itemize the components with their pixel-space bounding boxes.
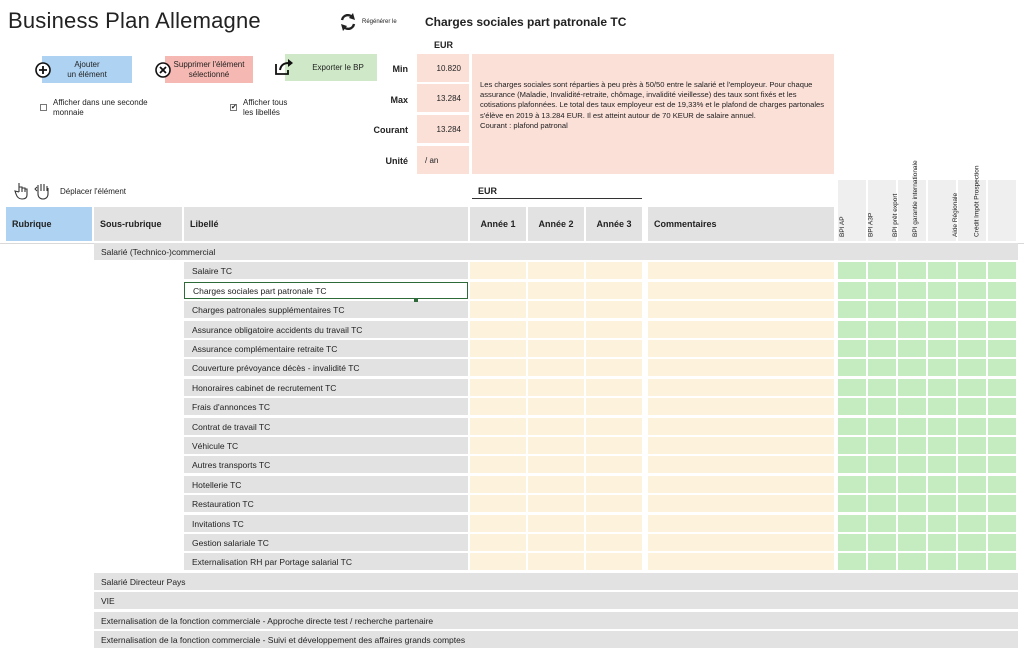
year3-cell[interactable] bbox=[586, 437, 642, 454]
funding-flag-cell[interactable] bbox=[898, 495, 926, 512]
funding-flag-cell[interactable] bbox=[868, 495, 896, 512]
table-row-label[interactable]: Charges patronales supplémentaires TC bbox=[184, 301, 468, 318]
col-header-commentaires[interactable]: Commentaires bbox=[648, 207, 834, 241]
comment-cell[interactable] bbox=[648, 456, 834, 473]
funding-flag-cell[interactable] bbox=[958, 418, 986, 435]
comment-cell[interactable] bbox=[648, 282, 834, 299]
comment-cell[interactable] bbox=[648, 495, 834, 512]
table-row-label[interactable]: Hotellerie TC bbox=[184, 476, 468, 493]
show-all-labels-label: Afficher tous les libellés bbox=[243, 98, 288, 117]
year2-cell[interactable] bbox=[528, 515, 584, 532]
year2-cell[interactable] bbox=[528, 553, 584, 570]
funding-flag-cell[interactable] bbox=[838, 301, 866, 318]
funding-flag-cell[interactable] bbox=[988, 301, 1016, 318]
comment-cell[interactable] bbox=[648, 262, 834, 279]
funding-flag-cell[interactable] bbox=[988, 359, 1016, 376]
close-circle-icon[interactable] bbox=[155, 62, 171, 78]
funding-flag-cell[interactable] bbox=[838, 515, 866, 532]
funding-flag-cell[interactable] bbox=[988, 476, 1016, 493]
funding-flag-cell[interactable] bbox=[868, 456, 896, 473]
funding-flag-cell[interactable] bbox=[898, 437, 926, 454]
funding-flag-cell[interactable] bbox=[838, 495, 866, 512]
comment-cell[interactable] bbox=[648, 515, 834, 532]
funding-flag-cell[interactable] bbox=[838, 534, 866, 551]
col-header-libelle[interactable]: Libellé bbox=[184, 207, 468, 241]
year2-cell[interactable] bbox=[528, 321, 584, 338]
year1-cell[interactable] bbox=[470, 515, 526, 532]
current-value: 13.284 bbox=[417, 115, 469, 143]
table-currency: EUR bbox=[472, 186, 642, 199]
table-row-label[interactable]: Véhicule TC bbox=[184, 437, 468, 454]
year2-cell[interactable] bbox=[528, 379, 584, 396]
year2-cell[interactable] bbox=[528, 476, 584, 493]
funding-flag-cell[interactable] bbox=[868, 418, 896, 435]
table-row-label[interactable]: Gestion salariale TC bbox=[184, 534, 468, 551]
funding-flag-cell[interactable] bbox=[958, 282, 986, 299]
funding-flag-cell[interactable] bbox=[928, 359, 956, 376]
year3-cell[interactable] bbox=[586, 398, 642, 415]
year1-cell[interactable] bbox=[470, 282, 526, 299]
vertical-header-label: BPI A3P bbox=[867, 212, 875, 237]
funding-flag-cell[interactable] bbox=[988, 282, 1016, 299]
funding-flag-cell[interactable] bbox=[898, 340, 926, 357]
regenerate-button[interactable] bbox=[338, 12, 397, 32]
col-header-aide-regionale[interactable] bbox=[951, 180, 986, 241]
delete-element-label: Supprimer l'élément sélectionné bbox=[173, 59, 245, 79]
year1-cell[interactable] bbox=[470, 437, 526, 454]
table-row-label[interactable]: Contrat de travail TC bbox=[184, 418, 468, 435]
comment-cell[interactable] bbox=[648, 379, 834, 396]
delete-element-button[interactable] bbox=[165, 56, 253, 83]
vertical-header-label: BPI garantie internationale bbox=[912, 160, 920, 237]
year2-cell[interactable] bbox=[528, 437, 584, 454]
funding-flag-cell[interactable] bbox=[868, 282, 896, 299]
table-row-label[interactable]: Autres transports TC bbox=[184, 456, 468, 473]
funding-flag-cell[interactable] bbox=[958, 379, 986, 396]
comment-cell[interactable] bbox=[648, 398, 834, 415]
funding-flag-cell[interactable] bbox=[958, 359, 986, 376]
funding-flag-cell[interactable] bbox=[898, 553, 926, 570]
funding-flag-cell[interactable] bbox=[898, 515, 926, 532]
year2-cell[interactable] bbox=[528, 359, 584, 376]
funding-flag-cell[interactable] bbox=[928, 418, 956, 435]
funding-flag-cell[interactable] bbox=[958, 340, 986, 357]
second-currency-checkbox[interactable] bbox=[40, 98, 148, 118]
funding-flag-cell[interactable] bbox=[958, 553, 986, 570]
funding-flag-cell[interactable] bbox=[838, 262, 866, 279]
checkbox-box[interactable] bbox=[40, 104, 47, 111]
group-row[interactable]: Salarié (Technico-)commercial bbox=[94, 243, 1018, 260]
table-row-label-selected[interactable]: Charges sociales part patronale TC bbox=[184, 282, 468, 299]
year3-cell[interactable] bbox=[586, 282, 642, 299]
year3-cell[interactable] bbox=[586, 515, 642, 532]
add-element-button[interactable] bbox=[42, 56, 132, 83]
funding-flag-cell[interactable] bbox=[988, 456, 1016, 473]
funding-flag-cell[interactable] bbox=[928, 456, 956, 473]
vertical-header-label: Aide Régionale bbox=[951, 192, 959, 237]
col-header-credit-impot[interactable] bbox=[973, 165, 1016, 241]
field-currency: EUR bbox=[434, 40, 454, 50]
table-row-label[interactable]: Assurance obligatoire accidents du travail TC bbox=[184, 321, 468, 338]
funding-flag-cell[interactable] bbox=[838, 553, 866, 570]
funding-flag-cell[interactable] bbox=[988, 262, 1016, 279]
hand-move-icon[interactable] bbox=[34, 182, 50, 200]
year2-cell[interactable] bbox=[528, 301, 584, 318]
group-row[interactable]: VIE bbox=[94, 592, 1018, 609]
col-header-annee2[interactable]: Année 2 bbox=[528, 207, 584, 241]
funding-flag-cell[interactable] bbox=[838, 398, 866, 415]
year3-cell[interactable] bbox=[586, 553, 642, 570]
funding-flag-cell[interactable] bbox=[898, 301, 926, 318]
regenerate-label: Régénérer le bbox=[362, 19, 397, 25]
funding-flag-cell[interactable] bbox=[988, 321, 1016, 338]
group-row[interactable]: Externalisation de la fonction commerciale - Approche directe test / recherche partenaire bbox=[94, 612, 1018, 629]
year2-cell[interactable] bbox=[528, 534, 584, 551]
vertical-header-label: Crédit Impôt Prospection bbox=[973, 165, 981, 237]
funding-flag-cell[interactable] bbox=[868, 515, 896, 532]
funding-flag-cell[interactable] bbox=[928, 534, 956, 551]
funding-flag-cell[interactable] bbox=[868, 476, 896, 493]
funding-flag-cell[interactable] bbox=[898, 262, 926, 279]
funding-flag-cell[interactable] bbox=[838, 379, 866, 396]
year2-cell[interactable] bbox=[528, 495, 584, 512]
current-label: Courant bbox=[373, 125, 408, 135]
comment-cell[interactable] bbox=[648, 301, 834, 318]
funding-flag-cell[interactable] bbox=[868, 262, 896, 279]
unit-value: / an bbox=[417, 146, 469, 174]
funding-flag-cell[interactable] bbox=[868, 437, 896, 454]
year3-cell[interactable] bbox=[586, 301, 642, 318]
year3-cell[interactable] bbox=[586, 418, 642, 435]
export-icon[interactable] bbox=[274, 58, 294, 76]
funding-flag-cell[interactable] bbox=[988, 534, 1016, 551]
vertical-header-label: BPI AP bbox=[838, 216, 846, 237]
funding-flag-cell[interactable] bbox=[868, 321, 896, 338]
funding-flag-cell[interactable] bbox=[898, 398, 926, 415]
group-row[interactable]: Salarié Directeur Pays bbox=[94, 573, 1018, 590]
funding-flag-cell[interactable] bbox=[838, 437, 866, 454]
year3-cell[interactable] bbox=[586, 321, 642, 338]
col-header-bpi-ap[interactable] bbox=[838, 180, 866, 241]
funding-flag-cell[interactable] bbox=[868, 534, 896, 551]
year3-cell[interactable] bbox=[586, 359, 642, 376]
funding-flag-cell[interactable] bbox=[958, 495, 986, 512]
field-description: Les charges sociales sont réparties à peu près à 50/50 entre le salarié et l'employeur. Pour chaque assurance (Maladie, Invalidité-retraite, chômage, invalidité vieillesse) des taux sont fixés et les cotisations plafonnées. Le total des taux employeur est de 19,33% et le plafond de charges partonales s'élève en 2019 à 13.284 EUR. Il est atteint autour de 70 KEUR de salaire annuel. Courant : plafond patronal bbox=[472, 54, 834, 174]
table-row-label[interactable]: Assurance complémentaire retraite TC bbox=[184, 340, 468, 357]
funding-flag-cell[interactable] bbox=[928, 476, 956, 493]
funding-flag-cell[interactable] bbox=[898, 379, 926, 396]
table-row-label[interactable]: Externalisation RH par Portage salarial TC bbox=[184, 553, 468, 570]
funding-flag-cell[interactable] bbox=[988, 553, 1016, 570]
funding-flag-cell[interactable] bbox=[898, 359, 926, 376]
funding-flag-cell[interactable] bbox=[928, 495, 956, 512]
year2-cell[interactable] bbox=[528, 340, 584, 357]
min-value: 10.820 bbox=[417, 54, 469, 82]
funding-flag-cell[interactable] bbox=[898, 321, 926, 338]
funding-flag-cell[interactable] bbox=[928, 340, 956, 357]
funding-flag-cell[interactable] bbox=[898, 282, 926, 299]
refresh-icon bbox=[338, 12, 358, 32]
year1-cell[interactable] bbox=[470, 495, 526, 512]
funding-flag-cell[interactable] bbox=[958, 321, 986, 338]
funding-flag-cell[interactable] bbox=[958, 262, 986, 279]
second-currency-label: Afficher dans une seconde monnaie bbox=[53, 98, 148, 117]
funding-flag-cell[interactable] bbox=[988, 495, 1016, 512]
funding-flag-cell[interactable] bbox=[868, 359, 896, 376]
funding-flag-cell[interactable] bbox=[958, 534, 986, 551]
funding-flag-cell[interactable] bbox=[898, 456, 926, 473]
comment-cell[interactable] bbox=[648, 476, 834, 493]
funding-flag-cell[interactable] bbox=[898, 534, 926, 551]
move-element-label: Déplacer l'élément bbox=[60, 186, 127, 196]
export-bp-label: Exporter le BP bbox=[312, 62, 364, 72]
funding-flag-cell[interactable] bbox=[898, 476, 926, 493]
year1-cell[interactable] bbox=[470, 359, 526, 376]
unit-label: Unité bbox=[385, 156, 408, 166]
add-element-label: Ajouter un élément bbox=[67, 59, 107, 79]
plus-circle-icon[interactable] bbox=[35, 62, 51, 78]
year3-cell[interactable] bbox=[586, 340, 642, 357]
col-header-rubrique[interactable]: Rubrique bbox=[6, 207, 92, 241]
funding-flag-cell[interactable] bbox=[988, 379, 1016, 396]
comment-cell[interactable] bbox=[648, 418, 834, 435]
funding-flag-cell[interactable] bbox=[928, 321, 956, 338]
funding-flag-cell[interactable] bbox=[988, 515, 1016, 532]
comment-cell[interactable] bbox=[648, 340, 834, 357]
funding-flag-cell[interactable] bbox=[988, 418, 1016, 435]
funding-flag-cell[interactable] bbox=[928, 437, 956, 454]
year1-cell[interactable] bbox=[470, 379, 526, 396]
show-all-labels-checkbox[interactable] bbox=[230, 98, 287, 118]
funding-flag-cell[interactable] bbox=[868, 340, 896, 357]
move-element-row bbox=[14, 182, 126, 200]
comment-cell[interactable] bbox=[648, 321, 834, 338]
year2-cell[interactable] bbox=[528, 262, 584, 279]
table-row-label[interactable]: Restauration TC bbox=[184, 495, 468, 512]
funding-flag-cell[interactable] bbox=[958, 437, 986, 454]
year1-cell[interactable] bbox=[470, 301, 526, 318]
comment-cell[interactable] bbox=[648, 534, 834, 551]
funding-flag-cell[interactable] bbox=[868, 301, 896, 318]
table-row-label[interactable]: Honoraires cabinet de recrutement TC bbox=[184, 379, 468, 396]
funding-flag-cell[interactable] bbox=[958, 398, 986, 415]
col-header-annee3[interactable]: Année 3 bbox=[586, 207, 642, 241]
year2-cell[interactable] bbox=[528, 418, 584, 435]
max-label: Max bbox=[390, 95, 408, 105]
table-row-label[interactable]: Frais d'annonces TC bbox=[184, 398, 468, 415]
funding-flag-cell[interactable] bbox=[958, 456, 986, 473]
funding-flag-cell[interactable] bbox=[838, 418, 866, 435]
min-label: Min bbox=[392, 64, 408, 74]
funding-flag-cell[interactable] bbox=[838, 321, 866, 338]
max-value: 13.284 bbox=[417, 84, 469, 112]
checkbox-box-checked[interactable]: ✔ bbox=[231, 104, 237, 111]
year1-cell[interactable] bbox=[470, 534, 526, 551]
comment-cell[interactable] bbox=[648, 437, 834, 454]
year1-cell[interactable] bbox=[470, 321, 526, 338]
funding-flag-cell[interactable] bbox=[988, 437, 1016, 454]
vertical-header-label: BPI prêt export bbox=[891, 193, 899, 237]
funding-flag-cell[interactable] bbox=[928, 379, 956, 396]
comment-cell[interactable] bbox=[648, 553, 834, 570]
funding-flag-cell[interactable] bbox=[988, 398, 1016, 415]
funding-flag-cell[interactable] bbox=[838, 340, 866, 357]
funding-flag-cell[interactable] bbox=[928, 515, 956, 532]
selection-handle[interactable] bbox=[414, 298, 418, 302]
funding-flag-cell[interactable] bbox=[928, 301, 956, 318]
year1-cell[interactable] bbox=[470, 340, 526, 357]
funding-flag-cell[interactable] bbox=[898, 418, 926, 435]
year1-cell[interactable] bbox=[470, 456, 526, 473]
year1-cell[interactable] bbox=[470, 418, 526, 435]
funding-flag-cell[interactable] bbox=[838, 476, 866, 493]
app-title: Business Plan Allemagne bbox=[8, 8, 261, 33]
funding-flag-cell[interactable] bbox=[838, 282, 866, 299]
year1-cell[interactable] bbox=[470, 398, 526, 415]
table-row-label[interactable]: Couverture prévoyance décès - invalidité TC bbox=[184, 359, 468, 376]
field-title: Charges sociales part patronale TC bbox=[425, 15, 627, 29]
col-header-sous-rubrique[interactable]: Sous-rubrique bbox=[94, 207, 182, 241]
group-row[interactable]: Externalisation de la fonction commerciale - Suivi et développement des affaires grands comptes bbox=[94, 631, 1018, 648]
funding-flag-cell[interactable] bbox=[928, 398, 956, 415]
funding-flag-cell[interactable] bbox=[868, 379, 896, 396]
year1-cell[interactable] bbox=[470, 476, 526, 493]
hand-pointer-icon[interactable] bbox=[14, 182, 30, 200]
funding-flag-cell[interactable] bbox=[868, 398, 896, 415]
funding-flag-cell[interactable] bbox=[958, 515, 986, 532]
funding-flag-cell[interactable] bbox=[928, 282, 956, 299]
year3-cell[interactable] bbox=[586, 379, 642, 396]
year2-cell[interactable] bbox=[528, 456, 584, 473]
year3-cell[interactable] bbox=[586, 456, 642, 473]
year1-cell[interactable] bbox=[470, 262, 526, 279]
year2-cell[interactable] bbox=[528, 282, 584, 299]
funding-flag-cell[interactable] bbox=[958, 476, 986, 493]
year3-cell[interactable] bbox=[586, 262, 642, 279]
funding-flag-cell[interactable] bbox=[838, 359, 866, 376]
col-header-annee1[interactable]: Année 1 bbox=[470, 207, 526, 241]
funding-flag-cell[interactable] bbox=[958, 301, 986, 318]
year3-cell[interactable] bbox=[586, 495, 642, 512]
funding-flag-cell[interactable] bbox=[868, 553, 896, 570]
year2-cell[interactable] bbox=[528, 398, 584, 415]
funding-flag-cell[interactable] bbox=[988, 340, 1016, 357]
comment-cell[interactable] bbox=[648, 359, 834, 376]
year3-cell[interactable] bbox=[586, 534, 642, 551]
table-row-label[interactable]: Salaire TC bbox=[184, 262, 468, 279]
table-row-label[interactable]: Invitations TC bbox=[184, 515, 468, 532]
funding-flag-cell[interactable] bbox=[928, 262, 956, 279]
year1-cell[interactable] bbox=[470, 553, 526, 570]
funding-flag-cell[interactable] bbox=[928, 553, 956, 570]
export-bp-button[interactable] bbox=[285, 54, 377, 81]
year3-cell[interactable] bbox=[586, 476, 642, 493]
funding-flag-cell[interactable] bbox=[838, 456, 866, 473]
